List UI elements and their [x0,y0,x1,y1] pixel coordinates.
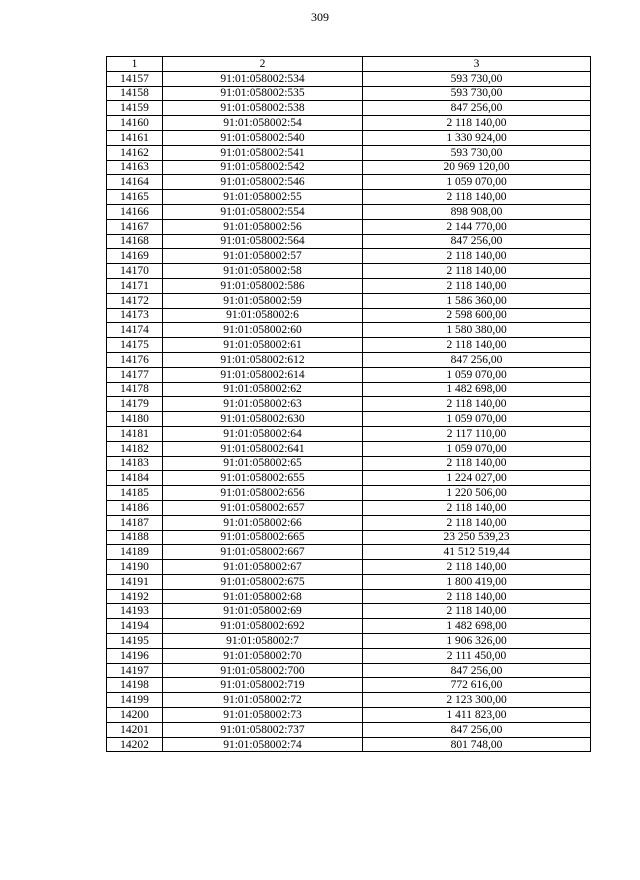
table-header [107,57,591,72]
table-row [107,678,591,693]
row-number-cell: 14195 [107,634,163,649]
row-number-cell: 14187 [107,515,163,530]
value-cell: 2 118 140,00 [363,264,591,279]
row-number-cell: 14163 [107,160,163,175]
table-row [107,663,591,678]
cadastral-number-cell: 91:01:058002:66 [163,515,363,530]
table-row [107,264,591,279]
cadastral-number-cell: 91:01:058002:62 [163,382,363,397]
row-number-cell: 14196 [107,648,163,663]
cadastral-number-cell: 91:01:058002:70 [163,648,363,663]
value-cell: 593 730,00 [363,145,591,160]
row-number-cell: 14191 [107,574,163,589]
row-number-cell: 14162 [107,145,163,160]
table-row [107,190,591,205]
row-number-cell: 14199 [107,693,163,708]
table-row [107,323,591,338]
row-number-cell: 14185 [107,486,163,501]
value-cell: 847 256,00 [363,101,591,116]
table-row [107,130,591,145]
cadastral-number-cell: 91:01:058002:535 [163,86,363,101]
cadastral-number-cell: 91:01:058002:656 [163,486,363,501]
value-cell: 2 118 140,00 [363,604,591,619]
value-cell: 2 118 140,00 [363,560,591,575]
value-cell: 41 512 519,44 [363,545,591,560]
table-row [107,545,591,560]
table-row [107,708,591,723]
value-cell: 847 256,00 [363,234,591,249]
table-row [107,648,591,663]
value-cell: 772 616,00 [363,678,591,693]
value-cell: 1 224 027,00 [363,471,591,486]
cadastral-number-cell: 91:01:058002:67 [163,560,363,575]
value-cell: 2 118 140,00 [363,278,591,293]
table-row [107,397,591,412]
row-number-cell: 14200 [107,708,163,723]
row-number-cell: 14182 [107,441,163,456]
cadastral-number-cell: 91:01:058002:74 [163,737,363,752]
value-cell: 1 059 070,00 [363,412,591,427]
value-cell: 2 118 140,00 [363,338,591,353]
value-cell: 2 118 140,00 [363,500,591,515]
cadastral-number-cell: 91:01:058002:69 [163,604,363,619]
table-row [107,219,591,234]
value-cell: 1 059 070,00 [363,441,591,456]
table-row [107,560,591,575]
row-number-cell: 14190 [107,560,163,575]
row-number-cell: 14174 [107,323,163,338]
cadastral-number-cell: 91:01:058002:614 [163,367,363,382]
row-number-cell: 14170 [107,264,163,279]
value-cell: 2 118 140,00 [363,515,591,530]
cadastral-number-cell: 91:01:058002:59 [163,293,363,308]
row-number-cell: 14176 [107,352,163,367]
value-cell: 847 256,00 [363,352,591,367]
table-row [107,249,591,264]
row-number-cell: 14165 [107,190,163,205]
table-row [107,116,591,131]
table-row [107,204,591,219]
row-number-cell: 14189 [107,545,163,560]
value-cell: 2 117 110,00 [363,426,591,441]
cadastral-number-cell: 91:01:058002:692 [163,619,363,634]
cadastral-number-cell: 91:01:058002:61 [163,338,363,353]
table-row [107,722,591,737]
cadastral-number-cell: 91:01:058002:665 [163,530,363,545]
value-cell: 2 118 140,00 [363,190,591,205]
value-cell: 1 330 924,00 [363,130,591,145]
value-cell: 847 256,00 [363,722,591,737]
value-cell: 1 906 326,00 [363,634,591,649]
row-number-cell: 14197 [107,663,163,678]
value-cell: 1 482 698,00 [363,619,591,634]
cadastral-number-cell: 91:01:058002:63 [163,397,363,412]
value-cell: 2 144 770,00 [363,219,591,234]
table-row [107,293,591,308]
row-number-cell: 14164 [107,175,163,190]
table-row [107,426,591,441]
row-number-cell: 14161 [107,130,163,145]
value-cell: 1 411 823,00 [363,708,591,723]
value-cell: 2 111 450,00 [363,648,591,663]
cadastral-number-cell: 91:01:058002:719 [163,678,363,693]
value-cell: 2 118 140,00 [363,249,591,264]
value-cell: 898 908,00 [363,204,591,219]
row-number-cell: 14184 [107,471,163,486]
cadastral-number-cell: 91:01:058002:546 [163,175,363,190]
value-cell: 2 118 140,00 [363,397,591,412]
table-row [107,234,591,249]
row-number-cell: 14194 [107,619,163,634]
row-number-cell: 14166 [107,204,163,219]
value-cell: 2 123 300,00 [363,693,591,708]
row-number-cell: 14181 [107,426,163,441]
table-row [107,634,591,649]
cadastral-number-cell: 91:01:058002:700 [163,663,363,678]
table-row [107,352,591,367]
row-number-cell: 14183 [107,456,163,471]
table-row [107,441,591,456]
row-number-cell: 14167 [107,219,163,234]
table-row [107,308,591,323]
value-cell: 801 748,00 [363,737,591,752]
row-number-cell: 14175 [107,338,163,353]
header-cell-1: 1 [107,57,163,72]
table-row [107,574,591,589]
row-number-cell: 14157 [107,71,163,86]
row-number-cell: 14193 [107,604,163,619]
table-row [107,500,591,515]
table-row [107,604,591,619]
cadastral-number-cell: 91:01:058002:55 [163,190,363,205]
table-row [107,382,591,397]
cadastral-number-cell: 91:01:058002:612 [163,352,363,367]
value-cell: 2 118 140,00 [363,456,591,471]
cadastral-number-cell: 91:01:058002:65 [163,456,363,471]
row-number-cell: 14177 [107,367,163,382]
table-row [107,175,591,190]
row-number-cell: 14171 [107,278,163,293]
value-cell: 593 730,00 [363,71,591,86]
row-number-cell: 14186 [107,500,163,515]
row-number-cell: 14179 [107,397,163,412]
cadastral-number-cell: 91:01:058002:60 [163,323,363,338]
row-number-cell: 14159 [107,101,163,116]
value-cell: 593 730,00 [363,86,591,101]
value-cell: 1 059 070,00 [363,367,591,382]
row-number-cell: 14178 [107,382,163,397]
cadastral-number-cell: 91:01:058002:564 [163,234,363,249]
cadastral-number-cell: 91:01:058002:737 [163,722,363,737]
header-cell-3: 3 [363,57,591,72]
table-row [107,367,591,382]
value-cell: 1 800 419,00 [363,574,591,589]
cadastral-number-cell: 91:01:058002:538 [163,101,363,116]
cadastral-number-cell: 91:01:058002:72 [163,693,363,708]
cadastral-number-cell: 91:01:058002:541 [163,145,363,160]
table-row [107,471,591,486]
value-cell: 1 220 506,00 [363,486,591,501]
cadastral-number-cell: 91:01:058002:54 [163,116,363,131]
cadastral-number-cell: 91:01:058002:7 [163,634,363,649]
cadastral-number-cell: 91:01:058002:655 [163,471,363,486]
table-row [107,278,591,293]
cadastral-number-cell: 91:01:058002:540 [163,130,363,145]
value-cell: 2 118 140,00 [363,589,591,604]
cadastral-number-cell: 91:01:058002:641 [163,441,363,456]
row-number-cell: 14158 [107,86,163,101]
row-number-cell: 14198 [107,678,163,693]
value-cell: 1 482 698,00 [363,382,591,397]
table-row [107,71,591,86]
cadastral-number-cell: 91:01:058002:64 [163,426,363,441]
cadastral-number-cell: 91:01:058002:675 [163,574,363,589]
row-number-cell: 14168 [107,234,163,249]
cadastral-number-cell: 91:01:058002:657 [163,500,363,515]
table-row [107,515,591,530]
value-cell: 1 580 380,00 [363,323,591,338]
value-cell: 847 256,00 [363,663,591,678]
cadastral-number-cell: 91:01:058002:68 [163,589,363,604]
table-row [107,160,591,175]
row-number-cell: 14192 [107,589,163,604]
row-number-cell: 14180 [107,412,163,427]
row-number-cell: 14169 [107,249,163,264]
header-row [107,57,591,72]
row-number-cell: 14172 [107,293,163,308]
value-cell: 1 586 360,00 [363,293,591,308]
row-number-cell: 14202 [107,737,163,752]
cadastral-number-cell: 91:01:058002:630 [163,412,363,427]
table-row [107,412,591,427]
value-cell: 2 598 600,00 [363,308,591,323]
value-cell: 23 250 539,23 [363,530,591,545]
cadastral-number-cell: 91:01:058002:58 [163,264,363,279]
table-row [107,486,591,501]
registry-table [106,56,591,752]
cadastral-number-cell: 91:01:058002:73 [163,708,363,723]
table-row [107,86,591,101]
cadastral-number-cell: 91:01:058002:586 [163,278,363,293]
cadastral-number-cell: 91:01:058002:534 [163,71,363,86]
page-number: 309 [311,10,329,24]
row-number-cell: 14160 [107,116,163,131]
table-row [107,101,591,116]
row-number-cell: 14173 [107,308,163,323]
table-row [107,338,591,353]
table-row [107,589,591,604]
cadastral-number-cell: 91:01:058002:554 [163,204,363,219]
table-row [107,456,591,471]
cadastral-number-cell: 91:01:058002:56 [163,219,363,234]
table-row [107,530,591,545]
cadastral-number-cell: 91:01:058002:542 [163,160,363,175]
value-cell: 1 059 070,00 [363,175,591,190]
header-cell-2: 2 [163,57,363,72]
table-row [107,737,591,752]
cadastral-number-cell: 91:01:058002:667 [163,545,363,560]
row-number-cell: 14188 [107,530,163,545]
cadastral-number-cell: 91:01:058002:6 [163,308,363,323]
cadastral-number-cell: 91:01:058002:57 [163,249,363,264]
table-body [107,71,591,752]
value-cell: 20 969 120,00 [363,160,591,175]
table-row [107,619,591,634]
value-cell: 2 118 140,00 [363,116,591,131]
table-row [107,693,591,708]
table-row [107,145,591,160]
row-number-cell: 14201 [107,722,163,737]
